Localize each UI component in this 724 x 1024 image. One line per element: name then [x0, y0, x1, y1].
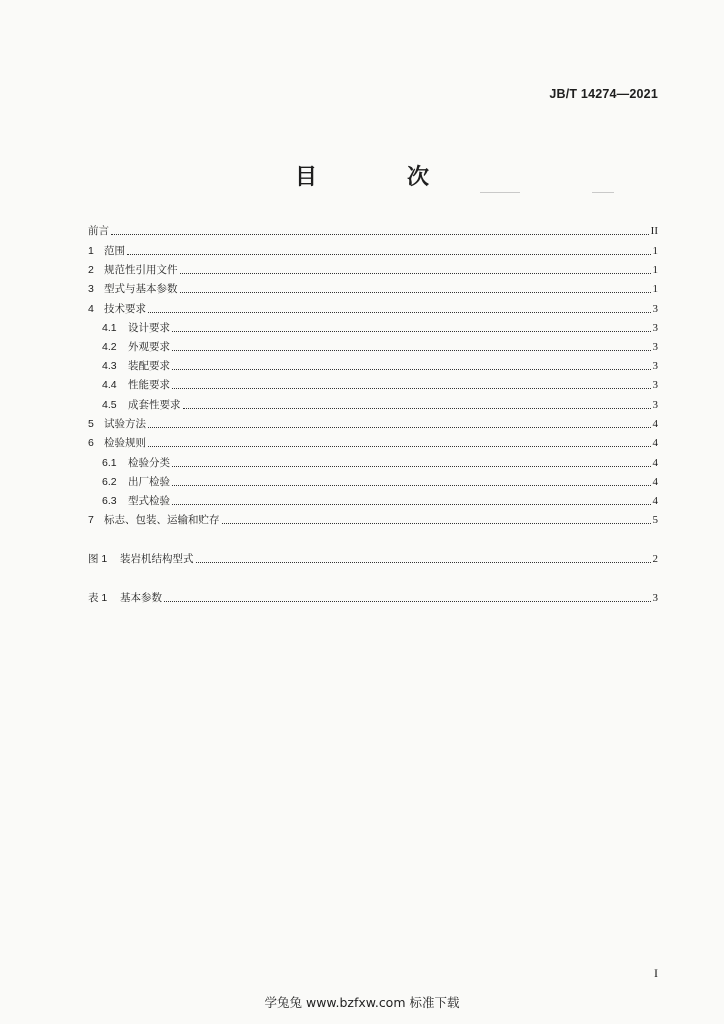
toc-entry-title: 外观要求: [128, 341, 170, 353]
toc-entry-page: 4: [652, 437, 658, 449]
toc-entry-4[interactable]: [88, 300, 658, 316]
toc-entry-page: 4: [652, 476, 658, 488]
toc-entry-number: 表 1: [88, 592, 108, 604]
toc-entry-page: 5: [652, 514, 658, 526]
toc-entry-title: 设计要求: [128, 322, 170, 334]
toc-entry-number: 3: [88, 283, 94, 295]
toc-entry-number: 6.1: [102, 457, 117, 469]
toc-entry-number: 4.5: [102, 399, 117, 411]
toc-entry-title: 装岩机结构型式: [120, 553, 194, 565]
toc-entry-page: 3: [652, 341, 658, 353]
toc-entry-page: 3: [652, 360, 658, 372]
dot-leader: [111, 233, 649, 235]
toc-entry-title: 出厂检验: [128, 476, 170, 488]
toc-entry-title: 检验规则: [104, 437, 146, 449]
toc-entry-page: 2: [652, 553, 658, 565]
toc-entry-4-5[interactable]: [102, 396, 658, 412]
dot-leader: [172, 368, 651, 370]
watermark-footer: 学兔兔 www.bzfxw.com 标准下载: [264, 995, 460, 1010]
dot-leader: [148, 311, 651, 313]
toc-entry-number: 5: [88, 418, 94, 430]
scan-mark: [592, 192, 614, 193]
toc-entry-number: 4.4: [102, 379, 117, 391]
toc-entry-page: 1: [652, 245, 658, 257]
standard-code: JB/T 14274—2021: [549, 87, 658, 101]
dot-leader: [180, 291, 651, 293]
toc-entry-7[interactable]: [88, 511, 658, 527]
dot-leader: [127, 253, 651, 255]
toc-entry-title: 型式与基本参数: [104, 283, 178, 295]
toc-entry-6-2[interactable]: [102, 473, 658, 489]
toc-entry-number: 1: [88, 245, 94, 257]
toc-entry-6-3[interactable]: [102, 492, 658, 508]
toc-entry-page: 1: [652, 264, 658, 276]
toc-entry-6[interactable]: [88, 434, 658, 450]
toc-entry-title: 范围: [104, 245, 125, 257]
toc-entry-number: 6: [88, 437, 94, 449]
toc-title: 目 次: [294, 165, 463, 190]
toc-entry-6-1[interactable]: [102, 454, 658, 470]
toc-entry-page: II: [650, 225, 658, 237]
dot-leader: [196, 561, 651, 563]
dot-leader: [222, 522, 651, 524]
toc-entry-title: 技术要求: [104, 303, 146, 315]
toc-entry-4-4[interactable]: [102, 376, 658, 392]
toc-entry-number: 4.3: [102, 360, 117, 372]
dot-leader: [180, 272, 651, 274]
toc-entry-page: 1: [652, 283, 658, 295]
dot-leader: [148, 445, 651, 447]
dot-leader: [148, 426, 651, 428]
toc-entry-2[interactable]: [88, 261, 658, 277]
toc-entry-title: 性能要求: [128, 379, 170, 391]
toc-entry-number: 4.1: [102, 322, 117, 334]
toc-entry-page: 4: [652, 418, 658, 430]
toc-entry-4-3[interactable]: [102, 357, 658, 373]
toc-entry-page: 3: [652, 399, 658, 411]
page-number: I: [654, 966, 658, 980]
toc-entry-number: 6.3: [102, 495, 117, 507]
toc-entry-table-1[interactable]: [88, 589, 658, 605]
toc-entry-5[interactable]: [88, 415, 658, 431]
toc-entry-number: 7: [88, 514, 94, 526]
toc-entry-page: 4: [652, 457, 658, 469]
dot-leader: [172, 503, 651, 505]
toc-entry-title: 装配要求: [128, 360, 170, 372]
toc-entry-number: 6.2: [102, 476, 117, 488]
toc-entry-foreword[interactable]: [88, 222, 658, 238]
dot-leader: [183, 407, 651, 409]
toc-entry-title: 规范性引用文件: [104, 264, 178, 276]
toc-entry-figure-1[interactable]: [88, 550, 658, 566]
scan-mark: [480, 192, 520, 193]
toc-entry-title: 检验分类: [128, 457, 170, 469]
toc-entry-page: 3: [652, 303, 658, 315]
toc-entry-title: 成套性要求: [128, 399, 181, 411]
toc-entry-number: 图 1: [88, 553, 108, 565]
toc-entry-4-2[interactable]: [102, 338, 658, 354]
toc-entry-number: 4: [88, 303, 94, 315]
toc-entry-number: 4.2: [102, 341, 117, 353]
dot-leader: [172, 484, 651, 486]
toc-entry-title: 标志、包装、运输和贮存: [104, 514, 220, 526]
toc-entry-page: 3: [652, 322, 658, 334]
dot-leader: [164, 600, 651, 602]
toc-entry-4-1[interactable]: [102, 319, 658, 335]
dot-leader: [172, 330, 651, 332]
toc-entry-title: 型式检验: [128, 495, 170, 507]
toc-entry-title: 前言: [88, 225, 109, 237]
dot-leader: [172, 349, 651, 351]
toc-entry-page: 3: [652, 379, 658, 391]
toc-entry-3[interactable]: [88, 280, 658, 296]
toc-entry-page: 3: [652, 592, 658, 604]
dot-leader: [172, 387, 651, 389]
toc-entry-number: 2: [88, 264, 94, 276]
toc-entry-page: 4: [652, 495, 658, 507]
toc-entry-1[interactable]: [88, 242, 658, 258]
toc-entry-title: 试验方法: [104, 418, 146, 430]
dot-leader: [172, 465, 651, 467]
toc-entry-title: 基本参数: [120, 592, 162, 604]
